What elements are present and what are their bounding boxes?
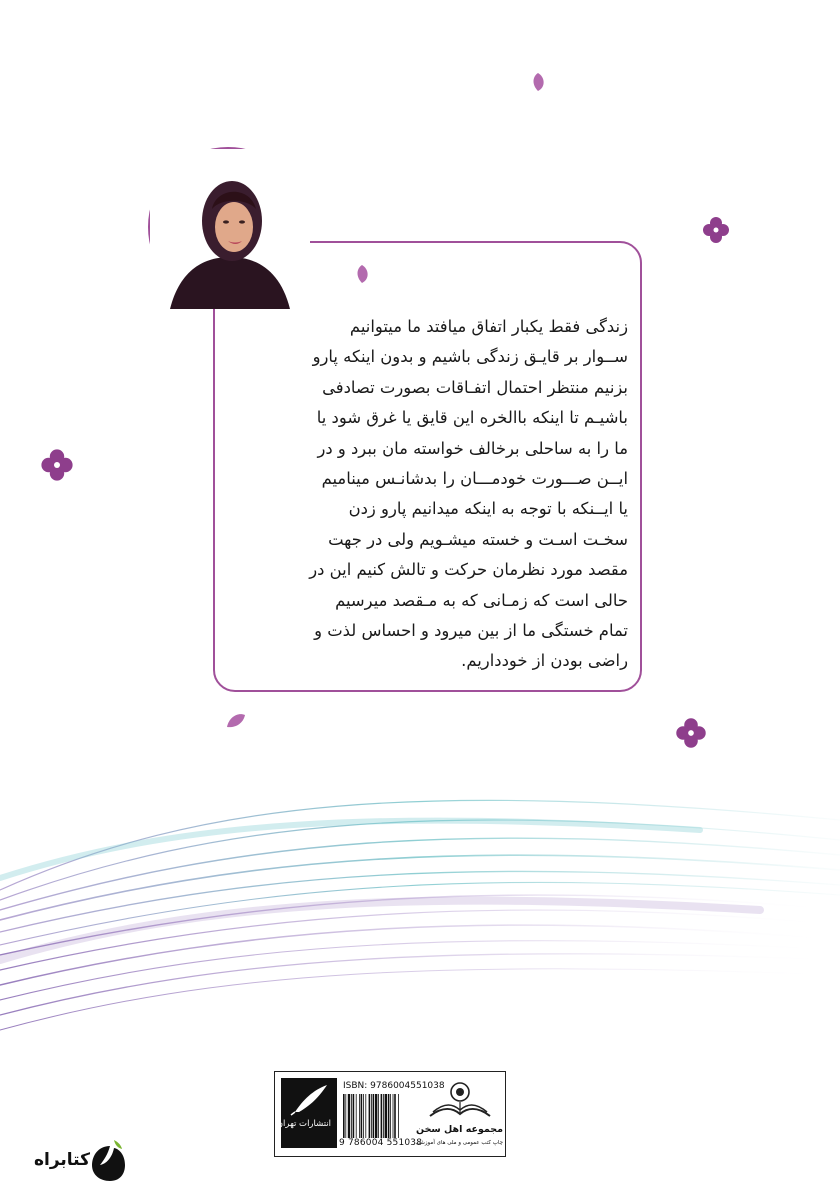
quote-line: مقصد مورد نظرمان حرکت و تالش کنیم این در <box>309 560 628 580</box>
barcode-bar <box>394 1094 396 1138</box>
background-wave-decoration <box>0 760 840 1060</box>
quote-line: ســوار بر قایـق زندگی باشیم و بدون اینکه پارو <box>312 347 628 367</box>
barcode-bar <box>359 1094 360 1138</box>
petal-icon <box>224 710 248 730</box>
barcode-digits: 9 786004 551038 <box>339 1138 423 1148</box>
quote-line: حالی است که زمـانی که به مـقصد میرسیم <box>335 590 628 610</box>
barcode-bar <box>381 1094 383 1138</box>
quote-line: ایــن صـــورت خودمـــان را بدشانـس میناميم <box>321 469 628 489</box>
petal-icon <box>352 263 372 285</box>
barcode-panel <box>274 1071 506 1157</box>
barcode-bar <box>348 1094 350 1138</box>
barcode-bar <box>383 1094 384 1138</box>
barcode-bar <box>343 1094 345 1138</box>
ketabrah-logo-text: کتابراه <box>33 1150 90 1170</box>
quote-line: سخـت اسـت و خسته میشـویم ولی در جهت <box>328 529 628 549</box>
publisher-ahl-name: مجموعه اهل سخن <box>416 1124 503 1135</box>
barcode-bar <box>373 1094 375 1138</box>
portrait-photo <box>150 149 310 309</box>
publisher-tehran-logo <box>276 1078 337 1148</box>
barcode-bar <box>353 1094 355 1138</box>
quill-icon <box>287 1082 331 1116</box>
barcode-bar <box>393 1094 394 1138</box>
author-avatar <box>148 147 308 307</box>
barcode-bar <box>385 1094 387 1138</box>
quote-text <box>218 312 628 677</box>
barcode-bar <box>388 1094 390 1138</box>
isbn-label: ISBN: 9786004551038 <box>343 1081 445 1091</box>
flower-icon <box>39 447 75 483</box>
barcode <box>343 1094 417 1138</box>
barcode-bar <box>390 1094 391 1138</box>
barcode-bar <box>398 1094 399 1138</box>
quote-line: باشیـم تا اینکه باالخره این قایق یا غرق شود یا <box>316 408 628 428</box>
ketabrah-logo <box>16 1138 128 1184</box>
flower-icon <box>701 215 731 245</box>
flower-icon <box>674 716 708 750</box>
quote-line: بزنیم منتظر احتمال اتفـاقات بصورت تصادفی <box>322 377 628 397</box>
barcode-bar <box>371 1094 372 1138</box>
quote-line: ما را به ساحلی برخالف خواسته مان ببرد و در <box>317 438 628 458</box>
petal-icon <box>528 71 548 93</box>
quote-line: زندگی فقط یکبار اتفاق میافتد ما میتوانیم <box>349 317 628 336</box>
quote-line: یا ایــنکه با توجه به اینکه میدانیم پارو زدن <box>348 499 628 519</box>
publisher-ahl-tagline: چاپ کتب عمومی و ملی های آموزشی <box>415 1140 503 1146</box>
book-icon <box>425 1078 495 1120</box>
publisher-tehran-name: انتشارات تهران <box>276 1119 331 1129</box>
quote-line: راضی بودن از خودداریم. <box>461 651 628 671</box>
barcode-bar <box>345 1094 346 1138</box>
barcode-bar <box>361 1094 363 1138</box>
quote-line: تمام خستگی ما از بین میرود و احساس لذت و <box>314 621 628 641</box>
barcode-bar <box>363 1094 364 1138</box>
barcode-bar <box>356 1094 357 1138</box>
ketabrah-logo-icon <box>88 1138 128 1184</box>
barcode-bar <box>375 1094 377 1138</box>
barcode-bar <box>369 1094 371 1138</box>
barcode-bar <box>351 1094 352 1138</box>
barcode-bar <box>365 1094 366 1138</box>
publisher-ahl-logo <box>417 1078 503 1152</box>
barcode-bar <box>378 1094 379 1138</box>
